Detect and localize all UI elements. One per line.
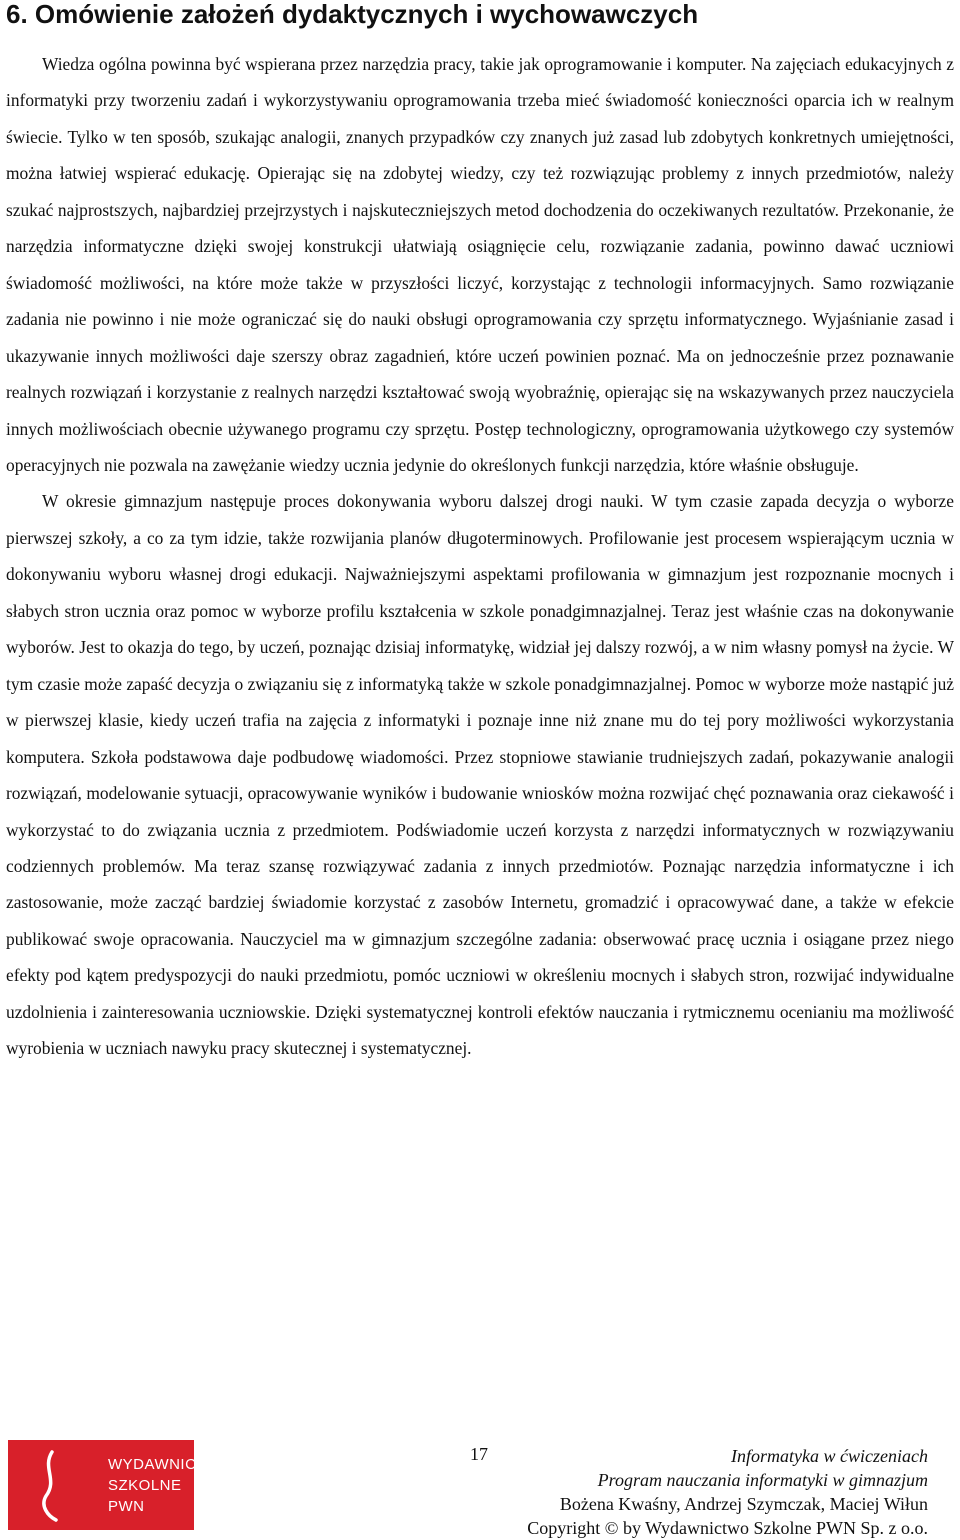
book-title: Informatyka w ćwiczeniach	[731, 1446, 928, 1466]
paragraph-2-run-1: W okresie gimnazjum następuje proces dokonywania wyboru dalszej drogi nauki. W tym czasie zapada decyzja o wyborze pierwszej szkoły, a co za tym idzie, także rozwijania planów długoterminowych. Profilowanie jest procesem wspierającym ucznia w dokonywaniu wyboru własnej drogi edukacji. Najważniejszymi aspektami profilowania w gimnazjum jest rozpoznanie mocnych i słabych stron ucznia oraz pomoc w wyborze profilu kształcenia w szkole ponadgimnazjalnej. Teraz jest właśnie czas na dokonywanie wyborów. Jest to okazja do tego, by uczeń, poznając dzisiaj informatykę, widział jej dalszy rozwój, a w nim własny pomysł na życie. W tym czasie może zapaść decyzja o związaniu się z informatyką także w szkole ponadgimnazjalnej. Pomoc w wyborze może nastąpić już w pierwszej klasie, kiedy uczeń trafia na zajęcia z informatyki i poznaje inne niż znane mu do tej pory możliwości wykorzystania komputera. Szkoła podstawowa daje podbudowę wiadomości. Przez stopniowe stawianie trudniejszych zadań, pokazywanie analogii rozwiązań, modelowanie sytuacji, opracowywanie wyników i budowanie wniosków można rozwijać chęć poznawania oraz ciekawość i wykorzystać to do związania ucznia z przedmiotem. Podświadomie uczeń korzysta z narzędzi informatycznych w rozwiązywaniu codziennych problemów. Ma teraz szansę rozwiązywać zadania z innych przedmiotów. Poznając narzędzia informatyczne i ich zastosowanie, może zacząć bardziej świadomie korzystać z zasobów Internetu, gromadzić i opracowywać dane, a także w efekcie publikować swoje opracowania. Nauczyciel ma w gimnazjum szczególne zadania: obserwować pracę ucznia i osiągane przez niego efekty pod kątem predyspozycji do nauki przedmiotu, pomóc uczniowi w określeniu mocnych i słabych stron, rozwijać indywidualne uzdolnienia i zainteresowania uczniowskie. Dzięki systematycznej kontroli efektów nauczania i rytmicznemu ocenianiu ma możliwość wyrobienia w uczniach nawyku pracy skutecznej i systematycznej.	[6, 491, 954, 1059]
program-title: Program nauczania informatyki w gimnazjum	[597, 1470, 928, 1490]
logo-line-1: WYDAWNICTWO	[108, 1456, 233, 1473]
publisher-logo-mark-icon	[38, 1450, 62, 1522]
copyright: Copyright © by Wydawnictwo Szkolne PWN Sp. z o.o.	[527, 1518, 928, 1538]
paragraph-1	[6, 46, 954, 483]
document-body	[6, 46, 954, 1067]
section-heading: 6. Omówienie założeń dydaktycznych i wychowawczych	[6, 0, 699, 29]
publisher-logo-text	[108, 1454, 233, 1517]
paragraph-1-run-1: Wiedza ogólna powinna być wspierana przez narzędzia pracy, takie jak oprogramowanie i komputer. Na zajęciach edukacyjnych z informatyki przy tworzeniu zadań i wykorzystywaniu oprogramowania trzeba mieć świadomość konieczności oparcia ich w realnym świecie. Tylko w ten sposób, szukając analogii, znanych przypadków czy znanych już zasad lub zdobytych konkretnych umiejętności, można łatwiej wspierać edukację. Opierając się na zdobytej wiedzy, czy też rozwiązując problemy z innych przedmiotów, należy szukać najprostszych, najbardziej przejrzystych i najskuteczniejszych metod dochodzenia do oczekiwanych rezultatów.	[6, 54, 954, 220]
page-number: 17	[470, 1444, 488, 1464]
page-footer	[0, 1430, 960, 1540]
paragraph-2	[6, 483, 954, 1066]
footer-info	[527, 1444, 928, 1540]
logo-line-3: PWN	[108, 1498, 145, 1515]
logo-line-2: SZKOLNE	[108, 1477, 182, 1494]
paragraph-1-run-2: Przekonanie, że narzędzia informatyczne dzięki swojej konstrukcji ułatwiają osiągnięcie celu, rozwiązanie zadania, powinno dawać uczniowi świadomość możliwości, na które może także w przyszłości liczyć, korzystając z technologii informacyjnych. Samo rozwiązanie zadania nie powinno i nie może ograniczać się do nauki obsługi oprogramowania czy sprzętu informatycznego. Wyjaśnianie zasad i ukazywanie innych możliwości daje szerszy obraz zagadnień, które uczeń powinien poznać. Ma on jednocześnie przez poznawanie realnych rozwiązań i korzystanie z realnych narzędzi kształtować swoją wyobraźnię, opierając się na wskazywanych przez nauczyciela innych możliwościach obecnie używanego programu czy sprzętu. Postęp technologiczny, oprogramowania użytkowego czy systemów operacyjnych nie pozwala na zawężanie wiedzy ucznia jedynie do określonych funkcji narzędzia, które właśnie obsługuje.	[6, 199, 954, 475]
publisher-logo	[8, 1440, 233, 1530]
authors: Bożena Kwaśny, Andrzej Szymczak, Maciej Wiłun	[559, 1494, 928, 1514]
